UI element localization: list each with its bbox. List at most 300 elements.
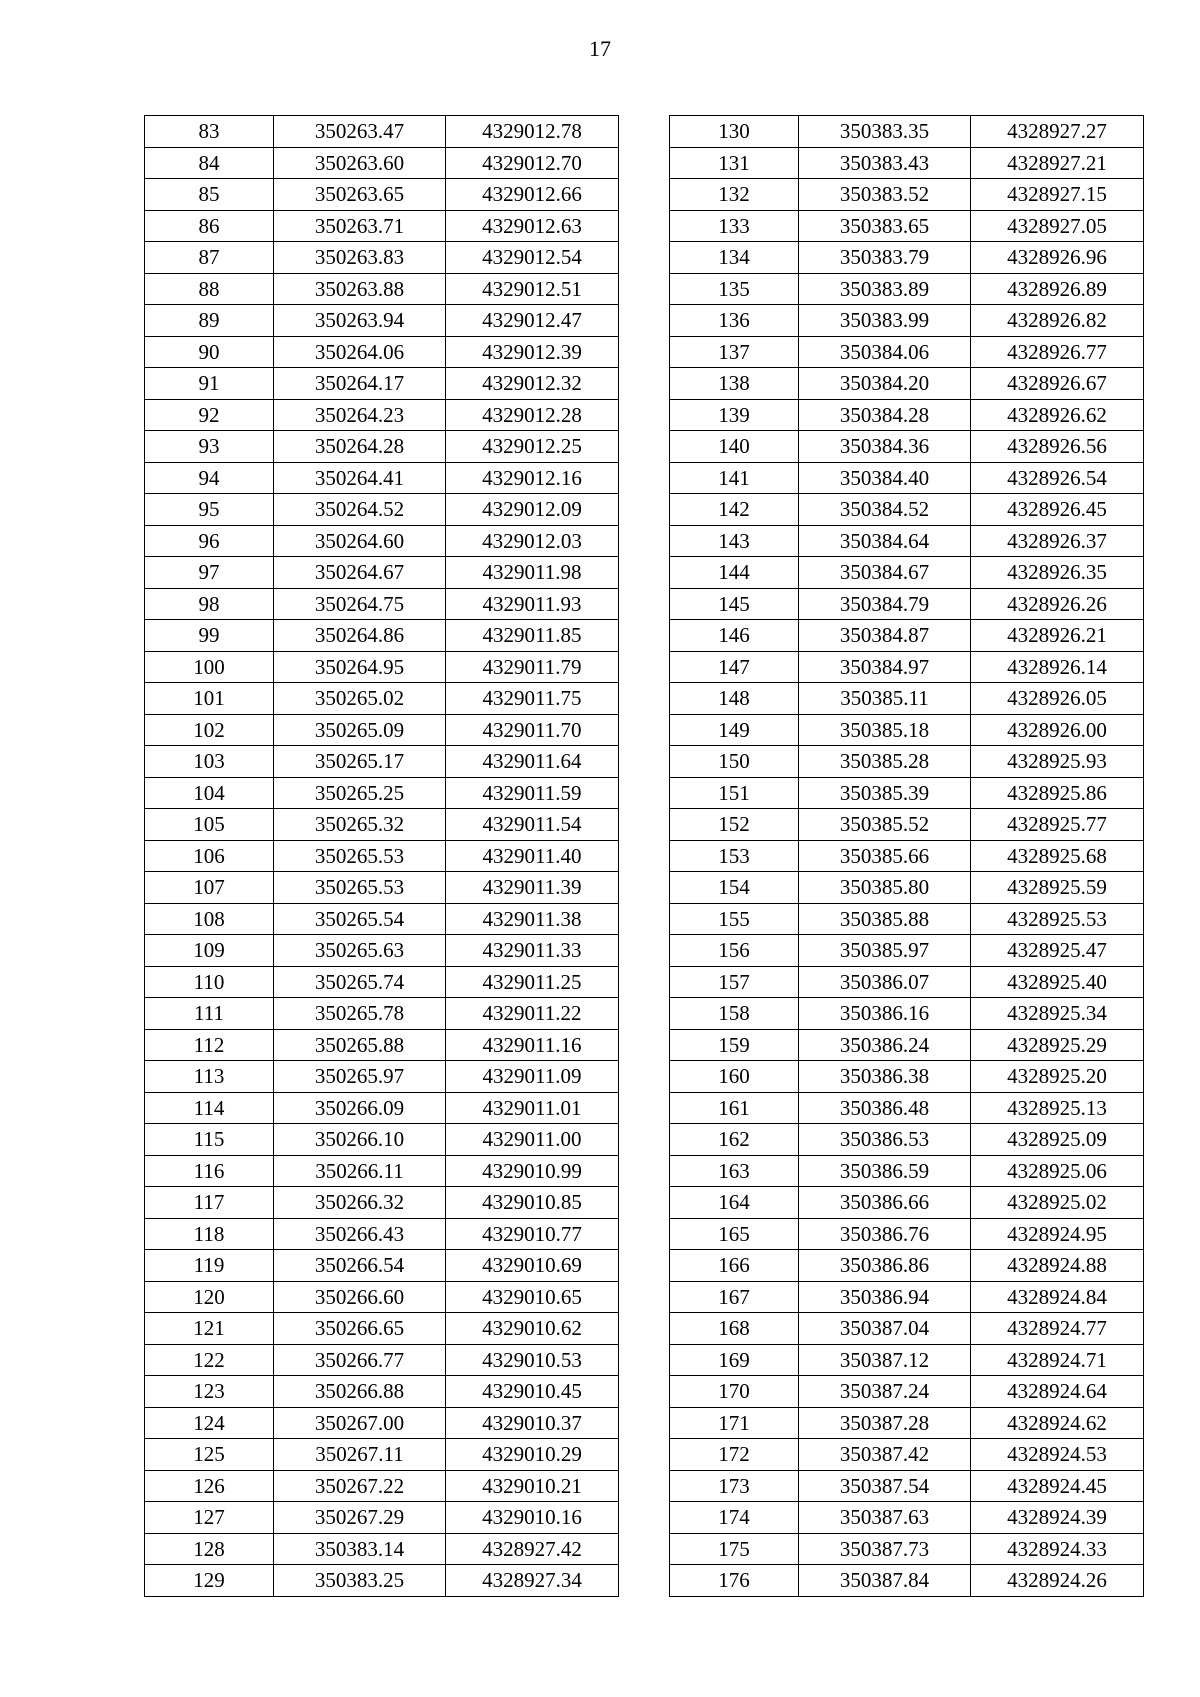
table-row — [670, 903, 1144, 935]
x-coordinate-cell: 350265.17 — [274, 746, 446, 778]
x-coordinate-cell: 350387.84 — [799, 1565, 971, 1597]
x-coordinate-cell: 350383.99 — [799, 305, 971, 337]
point-number-cell: 131 — [670, 147, 799, 179]
table-row — [145, 840, 619, 872]
point-number-cell: 142 — [670, 494, 799, 526]
point-number-cell: 99 — [145, 620, 274, 652]
x-coordinate-cell: 350264.60 — [274, 525, 446, 557]
table-row — [670, 683, 1144, 715]
y-coordinate-cell: 4328924.71 — [971, 1344, 1144, 1376]
point-number-cell: 95 — [145, 494, 274, 526]
table-row — [670, 840, 1144, 872]
table-row — [145, 210, 619, 242]
x-coordinate-cell: 350385.52 — [799, 809, 971, 841]
y-coordinate-cell: 4328924.26 — [971, 1565, 1144, 1597]
point-number-cell: 104 — [145, 777, 274, 809]
y-coordinate-cell: 4329011.16 — [446, 1029, 619, 1061]
point-number-cell: 128 — [145, 1533, 274, 1565]
x-coordinate-cell: 350266.88 — [274, 1376, 446, 1408]
table-row — [145, 1250, 619, 1282]
x-coordinate-cell: 350383.43 — [799, 147, 971, 179]
point-number-cell: 88 — [145, 273, 274, 305]
table-row — [145, 998, 619, 1030]
point-number-cell: 126 — [145, 1470, 274, 1502]
table-row — [670, 1092, 1144, 1124]
table-row — [145, 242, 619, 274]
x-coordinate-cell: 350387.73 — [799, 1533, 971, 1565]
y-coordinate-cell: 4329010.77 — [446, 1218, 619, 1250]
x-coordinate-cell: 350265.74 — [274, 966, 446, 998]
y-coordinate-cell: 4328926.00 — [971, 714, 1144, 746]
x-coordinate-cell: 350387.63 — [799, 1502, 971, 1534]
x-coordinate-cell: 350266.60 — [274, 1281, 446, 1313]
y-coordinate-cell: 4328926.37 — [971, 525, 1144, 557]
y-coordinate-cell: 4328925.77 — [971, 809, 1144, 841]
x-coordinate-cell: 350265.32 — [274, 809, 446, 841]
table-row — [145, 1313, 619, 1345]
point-number-cell: 132 — [670, 179, 799, 211]
table-row — [670, 1250, 1144, 1282]
table-row — [145, 1407, 619, 1439]
y-coordinate-cell: 4329010.85 — [446, 1187, 619, 1219]
x-coordinate-cell: 350383.14 — [274, 1533, 446, 1565]
y-coordinate-cell: 4328924.95 — [971, 1218, 1144, 1250]
y-coordinate-cell: 4328924.53 — [971, 1439, 1144, 1471]
x-coordinate-cell: 350383.79 — [799, 242, 971, 274]
x-coordinate-cell: 350384.64 — [799, 525, 971, 557]
x-coordinate-cell: 350266.32 — [274, 1187, 446, 1219]
table-row — [670, 872, 1144, 904]
y-coordinate-cell: 4328926.82 — [971, 305, 1144, 337]
x-coordinate-cell: 350267.11 — [274, 1439, 446, 1471]
y-coordinate-cell: 4328924.33 — [971, 1533, 1144, 1565]
point-number-cell: 148 — [670, 683, 799, 715]
y-coordinate-cell: 4328926.77 — [971, 336, 1144, 368]
table-row — [670, 966, 1144, 998]
y-coordinate-cell: 4328926.89 — [971, 273, 1144, 305]
point-number-cell: 116 — [145, 1155, 274, 1187]
x-coordinate-cell: 350384.79 — [799, 588, 971, 620]
page-number: 17 — [589, 36, 611, 61]
point-number-cell: 176 — [670, 1565, 799, 1597]
x-coordinate-cell: 350387.54 — [799, 1470, 971, 1502]
x-coordinate-cell: 350264.06 — [274, 336, 446, 368]
y-coordinate-cell: 4329011.59 — [446, 777, 619, 809]
table-row — [670, 431, 1144, 463]
x-coordinate-cell: 350386.07 — [799, 966, 971, 998]
y-coordinate-cell: 4329010.69 — [446, 1250, 619, 1282]
point-number-cell: 171 — [670, 1407, 799, 1439]
y-coordinate-cell: 4329010.21 — [446, 1470, 619, 1502]
point-number-cell: 141 — [670, 462, 799, 494]
point-number-cell: 97 — [145, 557, 274, 589]
y-coordinate-cell: 4329011.01 — [446, 1092, 619, 1124]
y-coordinate-cell: 4328924.62 — [971, 1407, 1144, 1439]
table-row — [145, 273, 619, 305]
point-number-cell: 139 — [670, 399, 799, 431]
point-number-cell: 118 — [145, 1218, 274, 1250]
x-coordinate-cell: 350384.97 — [799, 651, 971, 683]
table-row — [670, 179, 1144, 211]
y-coordinate-cell: 4328926.14 — [971, 651, 1144, 683]
y-coordinate-cell: 4328925.20 — [971, 1061, 1144, 1093]
x-coordinate-cell: 350266.11 — [274, 1155, 446, 1187]
y-coordinate-cell: 4328926.56 — [971, 431, 1144, 463]
table-row — [145, 1344, 619, 1376]
x-coordinate-cell: 350385.39 — [799, 777, 971, 809]
point-number-cell: 162 — [670, 1124, 799, 1156]
table-row — [145, 116, 619, 148]
table-row — [145, 620, 619, 652]
table-row — [670, 399, 1144, 431]
table-row — [145, 1376, 619, 1408]
table-row — [670, 336, 1144, 368]
y-coordinate-cell: 4329011.85 — [446, 620, 619, 652]
y-coordinate-cell: 4328924.39 — [971, 1502, 1144, 1534]
table-row — [670, 1533, 1144, 1565]
x-coordinate-cell: 350387.04 — [799, 1313, 971, 1345]
y-coordinate-cell: 4328927.42 — [446, 1533, 619, 1565]
point-number-cell: 83 — [145, 116, 274, 148]
x-coordinate-cell: 350263.94 — [274, 305, 446, 337]
x-coordinate-cell: 350264.41 — [274, 462, 446, 494]
y-coordinate-cell: 4328925.02 — [971, 1187, 1144, 1219]
x-coordinate-cell: 350383.65 — [799, 210, 971, 242]
y-coordinate-cell: 4329010.45 — [446, 1376, 619, 1408]
y-coordinate-cell: 4329010.99 — [446, 1155, 619, 1187]
point-number-cell: 125 — [145, 1439, 274, 1471]
point-number-cell: 159 — [670, 1029, 799, 1061]
y-coordinate-cell: 4328927.05 — [971, 210, 1144, 242]
y-coordinate-cell: 4329010.29 — [446, 1439, 619, 1471]
y-coordinate-cell: 4328926.26 — [971, 588, 1144, 620]
y-coordinate-cell: 4328927.27 — [971, 116, 1144, 148]
table-row — [145, 1124, 619, 1156]
table-row — [145, 1218, 619, 1250]
table-row — [670, 588, 1144, 620]
x-coordinate-cell: 350265.78 — [274, 998, 446, 1030]
x-coordinate-cell: 350263.83 — [274, 242, 446, 274]
x-coordinate-cell: 350386.59 — [799, 1155, 971, 1187]
table-row — [145, 1533, 619, 1565]
point-number-cell: 86 — [145, 210, 274, 242]
x-coordinate-cell: 350386.48 — [799, 1092, 971, 1124]
x-coordinate-cell: 350386.24 — [799, 1029, 971, 1061]
x-coordinate-cell: 350266.65 — [274, 1313, 446, 1345]
y-coordinate-cell: 4329010.37 — [446, 1407, 619, 1439]
point-number-cell: 110 — [145, 966, 274, 998]
point-number-cell: 135 — [670, 273, 799, 305]
x-coordinate-cell: 350386.38 — [799, 1061, 971, 1093]
point-number-cell: 143 — [670, 525, 799, 557]
point-number-cell: 96 — [145, 525, 274, 557]
point-number-cell: 94 — [145, 462, 274, 494]
table-row — [670, 368, 1144, 400]
y-coordinate-cell: 4329011.38 — [446, 903, 619, 935]
y-coordinate-cell: 4328924.64 — [971, 1376, 1144, 1408]
table-row — [670, 1124, 1144, 1156]
point-number-cell: 98 — [145, 588, 274, 620]
point-number-cell: 175 — [670, 1533, 799, 1565]
y-coordinate-cell: 4329011.33 — [446, 935, 619, 967]
table-row — [145, 903, 619, 935]
table-row — [670, 714, 1144, 746]
point-number-cell: 144 — [670, 557, 799, 589]
point-number-cell: 173 — [670, 1470, 799, 1502]
x-coordinate-cell: 350383.35 — [799, 116, 971, 148]
x-coordinate-cell: 350386.94 — [799, 1281, 971, 1313]
y-coordinate-cell: 4329012.09 — [446, 494, 619, 526]
y-coordinate-cell: 4329011.25 — [446, 966, 619, 998]
point-number-cell: 100 — [145, 651, 274, 683]
table-body — [670, 116, 1144, 1597]
y-coordinate-cell: 4328924.88 — [971, 1250, 1144, 1282]
x-coordinate-cell: 350263.65 — [274, 179, 446, 211]
point-number-cell: 172 — [670, 1439, 799, 1471]
point-number-cell: 146 — [670, 620, 799, 652]
point-number-cell: 115 — [145, 1124, 274, 1156]
table-row — [670, 116, 1144, 148]
point-number-cell: 169 — [670, 1344, 799, 1376]
point-number-cell: 133 — [670, 210, 799, 242]
point-number-cell: 130 — [670, 116, 799, 148]
y-coordinate-cell: 4329011.79 — [446, 651, 619, 683]
point-number-cell: 155 — [670, 903, 799, 935]
table-row — [670, 746, 1144, 778]
table-row — [145, 1502, 619, 1534]
table-row — [145, 336, 619, 368]
y-coordinate-cell: 4329012.28 — [446, 399, 619, 431]
x-coordinate-cell: 350387.12 — [799, 1344, 971, 1376]
x-coordinate-cell: 350265.88 — [274, 1029, 446, 1061]
table-row — [670, 1281, 1144, 1313]
x-coordinate-cell: 350265.25 — [274, 777, 446, 809]
point-number-cell: 91 — [145, 368, 274, 400]
y-coordinate-cell: 4328925.09 — [971, 1124, 1144, 1156]
table-row — [670, 1565, 1144, 1597]
y-coordinate-cell: 4329011.54 — [446, 809, 619, 841]
y-coordinate-cell: 4328926.45 — [971, 494, 1144, 526]
table-row — [145, 1281, 619, 1313]
x-coordinate-cell: 350384.36 — [799, 431, 971, 463]
y-coordinate-cell: 4329012.32 — [446, 368, 619, 400]
x-coordinate-cell: 350384.52 — [799, 494, 971, 526]
point-number-cell: 121 — [145, 1313, 274, 1345]
table-row — [670, 557, 1144, 589]
x-coordinate-cell: 350384.20 — [799, 368, 971, 400]
point-number-cell: 92 — [145, 399, 274, 431]
x-coordinate-cell: 350383.52 — [799, 179, 971, 211]
x-coordinate-cell: 350267.29 — [274, 1502, 446, 1534]
table-row — [145, 147, 619, 179]
table-row — [670, 1344, 1144, 1376]
x-coordinate-cell: 350264.95 — [274, 651, 446, 683]
point-number-cell: 165 — [670, 1218, 799, 1250]
y-coordinate-cell: 4329012.70 — [446, 147, 619, 179]
point-number-cell: 120 — [145, 1281, 274, 1313]
x-coordinate-cell: 350385.28 — [799, 746, 971, 778]
x-coordinate-cell: 350266.54 — [274, 1250, 446, 1282]
y-coordinate-cell: 4328926.21 — [971, 620, 1144, 652]
table-row — [670, 777, 1144, 809]
table-row — [145, 1565, 619, 1597]
y-coordinate-cell: 4329011.39 — [446, 872, 619, 904]
table-row — [670, 998, 1144, 1030]
table-row — [670, 462, 1144, 494]
point-number-cell: 156 — [670, 935, 799, 967]
table-row — [145, 651, 619, 683]
y-coordinate-cell: 4329012.63 — [446, 210, 619, 242]
point-number-cell: 168 — [670, 1313, 799, 1345]
point-number-cell: 108 — [145, 903, 274, 935]
point-number-cell: 147 — [670, 651, 799, 683]
point-number-cell: 112 — [145, 1029, 274, 1061]
y-coordinate-cell: 4328925.86 — [971, 777, 1144, 809]
x-coordinate-cell: 350264.17 — [274, 368, 446, 400]
table-row — [145, 777, 619, 809]
y-coordinate-cell: 4329011.93 — [446, 588, 619, 620]
y-coordinate-cell: 4328926.35 — [971, 557, 1144, 589]
x-coordinate-cell: 350385.88 — [799, 903, 971, 935]
table-row — [670, 147, 1144, 179]
x-coordinate-cell: 350383.89 — [799, 273, 971, 305]
x-coordinate-cell: 350385.11 — [799, 683, 971, 715]
point-number-cell: 174 — [670, 1502, 799, 1534]
y-coordinate-cell: 4328925.34 — [971, 998, 1144, 1030]
x-coordinate-cell: 350263.88 — [274, 273, 446, 305]
point-number-cell: 151 — [670, 777, 799, 809]
x-coordinate-cell: 350386.86 — [799, 1250, 971, 1282]
x-coordinate-cell: 350384.40 — [799, 462, 971, 494]
y-coordinate-cell: 4329011.22 — [446, 998, 619, 1030]
y-coordinate-cell: 4329010.53 — [446, 1344, 619, 1376]
x-coordinate-cell: 350267.22 — [274, 1470, 446, 1502]
point-number-cell: 161 — [670, 1092, 799, 1124]
point-number-cell: 102 — [145, 714, 274, 746]
point-number-cell: 166 — [670, 1250, 799, 1282]
table-row — [670, 273, 1144, 305]
y-coordinate-cell: 4328926.67 — [971, 368, 1144, 400]
table-row — [145, 809, 619, 841]
y-coordinate-cell: 4329011.00 — [446, 1124, 619, 1156]
y-coordinate-cell: 4328925.68 — [971, 840, 1144, 872]
x-coordinate-cell: 350263.60 — [274, 147, 446, 179]
point-number-cell: 152 — [670, 809, 799, 841]
x-coordinate-cell: 350385.80 — [799, 872, 971, 904]
y-coordinate-cell: 4329011.64 — [446, 746, 619, 778]
y-coordinate-cell: 4328925.13 — [971, 1092, 1144, 1124]
table-row — [670, 1218, 1144, 1250]
point-number-cell: 113 — [145, 1061, 274, 1093]
table-row — [670, 1187, 1144, 1219]
x-coordinate-cell: 350265.97 — [274, 1061, 446, 1093]
y-coordinate-cell: 4328924.84 — [971, 1281, 1144, 1313]
y-coordinate-cell: 4328925.06 — [971, 1155, 1144, 1187]
y-coordinate-cell: 4329010.16 — [446, 1502, 619, 1534]
point-number-cell: 109 — [145, 935, 274, 967]
y-coordinate-cell: 4329011.70 — [446, 714, 619, 746]
table-row — [145, 462, 619, 494]
y-coordinate-cell: 4329012.54 — [446, 242, 619, 274]
table-row — [145, 1439, 619, 1471]
y-coordinate-cell: 4328926.54 — [971, 462, 1144, 494]
x-coordinate-cell: 350264.75 — [274, 588, 446, 620]
x-coordinate-cell: 350266.10 — [274, 1124, 446, 1156]
table-row — [145, 557, 619, 589]
y-coordinate-cell: 4329012.66 — [446, 179, 619, 211]
point-number-cell: 134 — [670, 242, 799, 274]
y-coordinate-cell: 4328927.21 — [971, 147, 1144, 179]
table-row — [145, 1029, 619, 1061]
table-row — [670, 620, 1144, 652]
point-number-cell: 111 — [145, 998, 274, 1030]
table-row — [145, 525, 619, 557]
x-coordinate-cell: 350266.43 — [274, 1218, 446, 1250]
table-row — [670, 935, 1144, 967]
y-coordinate-cell: 4328924.77 — [971, 1313, 1144, 1345]
table-row — [145, 368, 619, 400]
point-number-cell: 140 — [670, 431, 799, 463]
table-row — [670, 1407, 1144, 1439]
table-body — [145, 116, 619, 1597]
table-row — [145, 1187, 619, 1219]
point-number-cell: 123 — [145, 1376, 274, 1408]
table-row — [670, 1376, 1144, 1408]
point-number-cell: 107 — [145, 872, 274, 904]
y-coordinate-cell: 4329012.47 — [446, 305, 619, 337]
x-coordinate-cell: 350265.02 — [274, 683, 446, 715]
x-coordinate-cell: 350266.77 — [274, 1344, 446, 1376]
point-number-cell: 160 — [670, 1061, 799, 1093]
table-row — [145, 305, 619, 337]
point-number-cell: 103 — [145, 746, 274, 778]
point-number-cell: 84 — [145, 147, 274, 179]
table-row — [145, 399, 619, 431]
x-coordinate-cell: 350263.71 — [274, 210, 446, 242]
point-number-cell: 153 — [670, 840, 799, 872]
point-number-cell: 164 — [670, 1187, 799, 1219]
y-coordinate-cell: 4328925.29 — [971, 1029, 1144, 1061]
x-coordinate-cell: 350387.28 — [799, 1407, 971, 1439]
point-number-cell: 167 — [670, 1281, 799, 1313]
table-row — [145, 683, 619, 715]
y-coordinate-cell: 4329011.40 — [446, 840, 619, 872]
point-number-cell: 145 — [670, 588, 799, 620]
point-number-cell: 137 — [670, 336, 799, 368]
table-row — [670, 1502, 1144, 1534]
table-row — [145, 1155, 619, 1187]
y-coordinate-cell: 4328925.59 — [971, 872, 1144, 904]
table-row — [145, 1092, 619, 1124]
table-row — [145, 872, 619, 904]
table-row — [145, 1470, 619, 1502]
x-coordinate-cell: 350264.52 — [274, 494, 446, 526]
point-number-cell: 157 — [670, 966, 799, 998]
x-coordinate-cell: 350265.54 — [274, 903, 446, 935]
point-number-cell: 163 — [670, 1155, 799, 1187]
point-number-cell: 89 — [145, 305, 274, 337]
x-coordinate-cell: 350264.67 — [274, 557, 446, 589]
y-coordinate-cell: 4329010.62 — [446, 1313, 619, 1345]
x-coordinate-cell: 350386.76 — [799, 1218, 971, 1250]
table-row — [670, 1155, 1144, 1187]
point-number-cell: 101 — [145, 683, 274, 715]
y-coordinate-cell: 4328924.45 — [971, 1470, 1144, 1502]
y-coordinate-cell: 4328926.05 — [971, 683, 1144, 715]
coordinates-table-right — [669, 115, 1144, 1597]
table-row — [145, 966, 619, 998]
point-number-cell: 90 — [145, 336, 274, 368]
